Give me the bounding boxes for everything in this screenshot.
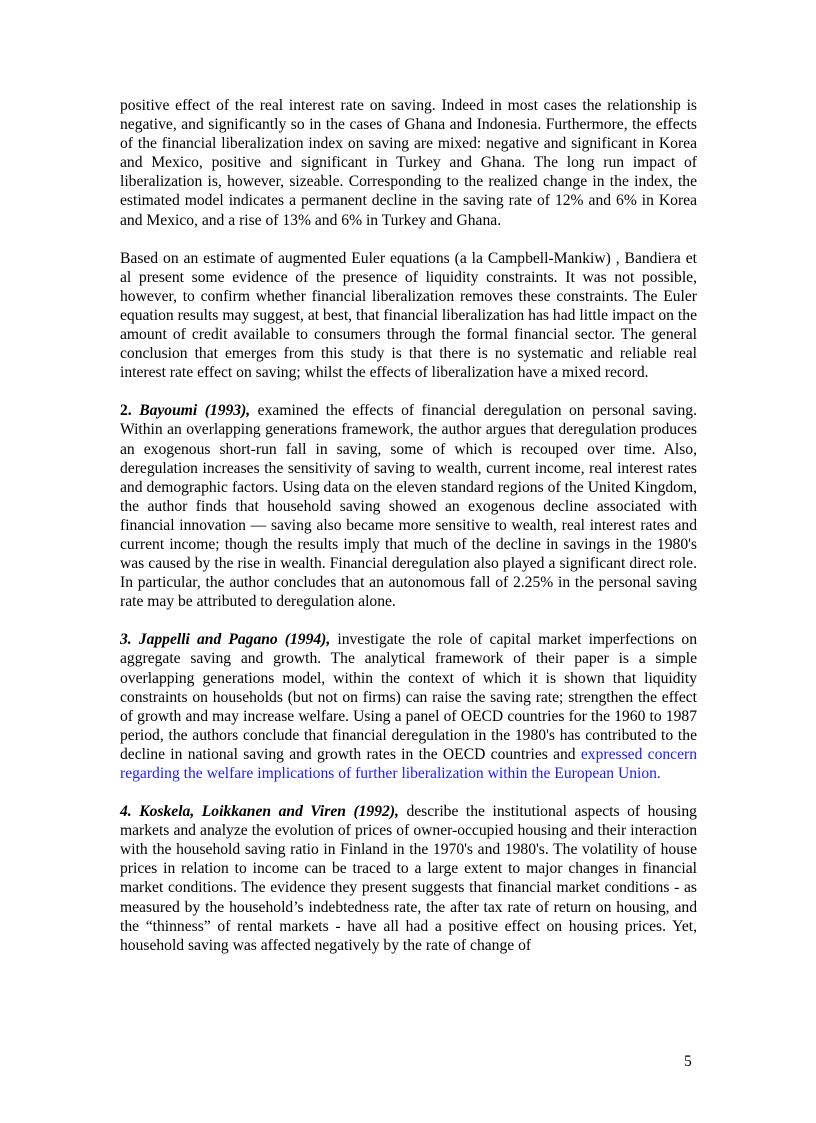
paragraph-text: describe the institutional aspects of housing markets and analyze the evolution of prices of owner-occupied housing and their interaction with the household saving ratio in Finland in the 1970's and 1980's. The volatility of house prices in relation to income can be traced to a large extent to major changes in financial market conditions. The evidence they present suggests that financial market conditions - as measured by the household’s indebtedness rate, the after tax rate of return on housing, and the “thinness” of rental markets - have all had a positive effect on housing prices. Yet, household saving was affected negatively by the rate of change of [120, 803, 697, 954]
citation-lead: Bayoumi (1993), [139, 402, 251, 420]
citation-lead: 4. Koskela, Loikkanen and Viren (1992), [120, 803, 399, 821]
paragraph-koskela-loikkanen-viren [120, 802, 697, 955]
document-page [120, 96, 697, 974]
page-number: 5 [684, 1053, 692, 1070]
citation-lead: 3. Jappelli and Pagano (1994), [120, 631, 331, 649]
paragraph-euler-equations [120, 249, 697, 383]
paragraph-text: investigate the role of capital market imperfections on aggregate saving and growth. The analytical framework of their paper is a simple overlapping generations model, within the context of which it is shown that liquidity constraints on households (but not on firms) can raise the saving rate; strengthen the effect of growth and may increase welfare. Using a panel of OECD countries for the 1960 to 1987 period, the authors conclude that financial deregulation in the 1980's has contributed to the decline in national saving and growth rates in the OECD countries and [120, 631, 697, 763]
paragraph-text: Based on an estimate of augmented Euler equations (a la Campbell-Mankiw) , Bandiera et al present some evidence of the presence of liquidity constraints. It was not possible, however, to confirm whether financial liberalization removes these constraints. The Euler equation results may suggest, at best, that financial liberalization has had little impact on the amount of credit available to consumers through the formal financial sector. The general conclusion that emerges from this study is that there is no systematic and reliable real interest rate effect on saving; whilst the effects of liberalization have a mixed record. [120, 249, 697, 382]
paragraph-jappelli-pagano [120, 630, 697, 783]
highlighted-text: expressed concern regarding the welfare implications of further liberalization within the European Union. [120, 745, 698, 782]
paragraph-text: examined the effects of financial deregulation on personal saving. Within an overlapping generations framework, the author argues that deregulation produces an exogenous short-run fall in saving, some of which is recouped over time. Also, deregulation increases the sensitivity of saving to wealth, current income, real interest rates and demographic factors. Using data on the eleven standard regions of the United Kingdom, the author finds that household saving showed an exogenous decline associated with financial innovation — saving also became more sensitive to wealth, real interest rates and current income; though the results imply that much of the decline in savings in the 1980's was caused by the rise in wealth. Financial deregulation also played a significant direct role. In particular, the author concludes that an autonomous fall of 2.25% in the personal saving rate may be attributed to deregulation alone. [120, 402, 697, 611]
item-number: 2. [120, 402, 132, 420]
paragraph-bayoumi [120, 401, 697, 611]
paragraph-text: positive effect of the real interest rate on saving. Indeed in most cases the relationship is negative, and significantly so in the cases of Ghana and Indonesia. Furthermore, the effects of the financial liberalization index on saving are mixed: negative and significant in Korea and Mexico, positive and significant in Turkey and Ghana. The long run impact of liberalization is, however, sizeable. Corresponding to the realized change in the index, the estimated model indicates a permanent decline in the saving rate of 12% and 6% in Korea and Mexico, and a rise of 13% and 6% in Turkey and Ghana. [120, 97, 697, 229]
paragraph-results-summary [120, 96, 697, 230]
